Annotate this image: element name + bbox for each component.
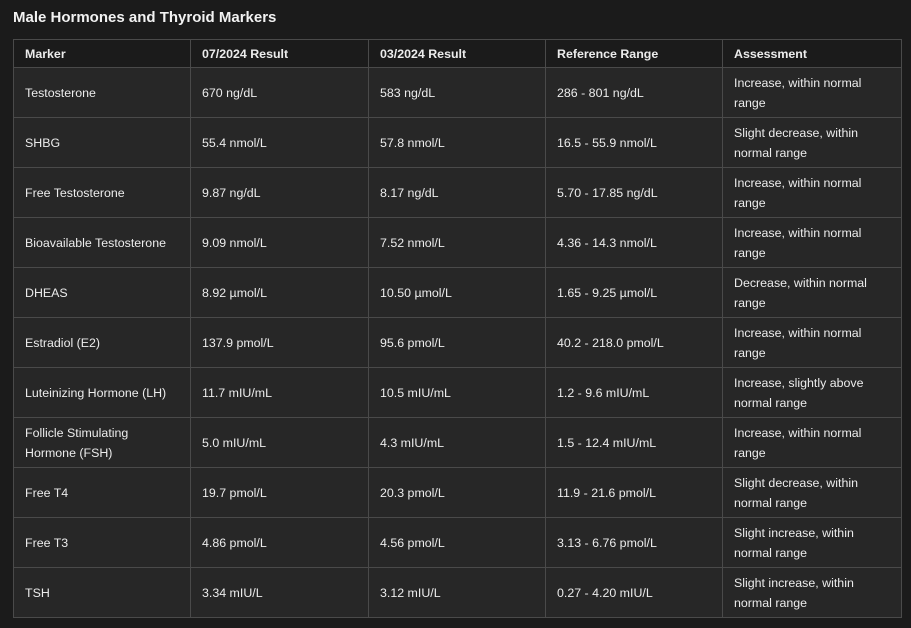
table-row bbox=[14, 368, 902, 418]
table-row bbox=[14, 318, 902, 368]
reference-range-cell: 16.5 - 55.9 nmol/L bbox=[546, 118, 723, 168]
march-result-cell: 3.12 mIU/L bbox=[369, 568, 546, 618]
reference-range-cell: 1.65 - 9.25 µmol/L bbox=[546, 268, 723, 318]
column-header-march-result: 03/2024 Result bbox=[369, 40, 546, 68]
reference-range-cell: 5.70 - 17.85 ng/dL bbox=[546, 168, 723, 218]
assessment-cell: Decrease, within normal range bbox=[723, 268, 902, 318]
assessment-cell: Increase, within normal range bbox=[723, 68, 902, 118]
reference-range-cell: 0.27 - 4.20 mIU/L bbox=[546, 568, 723, 618]
july-result-cell: 3.34 mIU/L bbox=[191, 568, 369, 618]
july-result-cell: 55.4 nmol/L bbox=[191, 118, 369, 168]
marker-cell: Bioavailable Testosterone bbox=[14, 218, 191, 268]
table-row bbox=[14, 468, 902, 518]
reference-range-cell: 1.5 - 12.4 mIU/mL bbox=[546, 418, 723, 468]
marker-cell: Testosterone bbox=[14, 68, 191, 118]
march-result-cell: 95.6 pmol/L bbox=[369, 318, 546, 368]
july-result-cell: 19.7 pmol/L bbox=[191, 468, 369, 518]
table-row bbox=[14, 218, 902, 268]
table-row bbox=[14, 118, 902, 168]
marker-cell: Free Testosterone bbox=[14, 168, 191, 218]
march-result-cell: 583 ng/dL bbox=[369, 68, 546, 118]
march-result-cell: 7.52 nmol/L bbox=[369, 218, 546, 268]
marker-cell: DHEAS bbox=[14, 268, 191, 318]
march-result-cell: 10.50 µmol/L bbox=[369, 268, 546, 318]
march-result-cell: 57.8 nmol/L bbox=[369, 118, 546, 168]
july-result-cell: 9.09 nmol/L bbox=[191, 218, 369, 268]
assessment-cell: Slight decrease, within normal range bbox=[723, 118, 902, 168]
march-result-cell: 8.17 ng/dL bbox=[369, 168, 546, 218]
column-header-july-result: 07/2024 Result bbox=[191, 40, 369, 68]
marker-cell: TSH bbox=[14, 568, 191, 618]
table-row bbox=[14, 418, 902, 468]
march-result-cell: 4.56 pmol/L bbox=[369, 518, 546, 568]
table-header-row bbox=[14, 40, 902, 68]
column-header-marker: Marker bbox=[14, 40, 191, 68]
reference-range-cell: 11.9 - 21.6 pmol/L bbox=[546, 468, 723, 518]
assessment-cell: Increase, slightly above normal range bbox=[723, 368, 902, 418]
march-result-cell: 20.3 pmol/L bbox=[369, 468, 546, 518]
reference-range-cell: 3.13 - 6.76 pmol/L bbox=[546, 518, 723, 568]
assessment-cell: Slight increase, within normal range bbox=[723, 568, 902, 618]
assessment-cell: Increase, within normal range bbox=[723, 218, 902, 268]
assessment-cell: Slight decrease, within normal range bbox=[723, 468, 902, 518]
july-result-cell: 670 ng/dL bbox=[191, 68, 369, 118]
marker-cell: Estradiol (E2) bbox=[14, 318, 191, 368]
july-result-cell: 5.0 mIU/mL bbox=[191, 418, 369, 468]
hormone-marker-table bbox=[13, 39, 902, 618]
reference-range-cell: 40.2 - 218.0 pmol/L bbox=[546, 318, 723, 368]
reference-range-cell: 286 - 801 ng/dL bbox=[546, 68, 723, 118]
assessment-cell: Increase, within normal range bbox=[723, 418, 902, 468]
reference-range-cell: 1.2 - 9.6 mIU/mL bbox=[546, 368, 723, 418]
assessment-cell: Increase, within normal range bbox=[723, 318, 902, 368]
page-title: Male Hormones and Thyroid Markers bbox=[13, 9, 277, 26]
table-row bbox=[14, 568, 902, 618]
assessment-cell: Increase, within normal range bbox=[723, 168, 902, 218]
july-result-cell: 4.86 pmol/L bbox=[191, 518, 369, 568]
table-row bbox=[14, 518, 902, 568]
column-header-assessment: Assessment bbox=[723, 40, 902, 68]
table-row bbox=[14, 268, 902, 318]
july-result-cell: 9.87 ng/dL bbox=[191, 168, 369, 218]
march-result-cell: 10.5 mIU/mL bbox=[369, 368, 546, 418]
march-result-cell: 4.3 mIU/mL bbox=[369, 418, 546, 468]
reference-range-cell: 4.36 - 14.3 nmol/L bbox=[546, 218, 723, 268]
marker-cell: Luteinizing Hormone (LH) bbox=[14, 368, 191, 418]
july-result-cell: 11.7 mIU/mL bbox=[191, 368, 369, 418]
table-row bbox=[14, 68, 902, 118]
marker-cell: Free T3 bbox=[14, 518, 191, 568]
table-row bbox=[14, 168, 902, 218]
marker-cell: Free T4 bbox=[14, 468, 191, 518]
marker-cell: SHBG bbox=[14, 118, 191, 168]
marker-cell: Follicle Stimulating Hormone (FSH) bbox=[14, 418, 191, 468]
column-header-reference-range: Reference Range bbox=[546, 40, 723, 68]
july-result-cell: 8.92 µmol/L bbox=[191, 268, 369, 318]
july-result-cell: 137.9 pmol/L bbox=[191, 318, 369, 368]
assessment-cell: Slight increase, within normal range bbox=[723, 518, 902, 568]
